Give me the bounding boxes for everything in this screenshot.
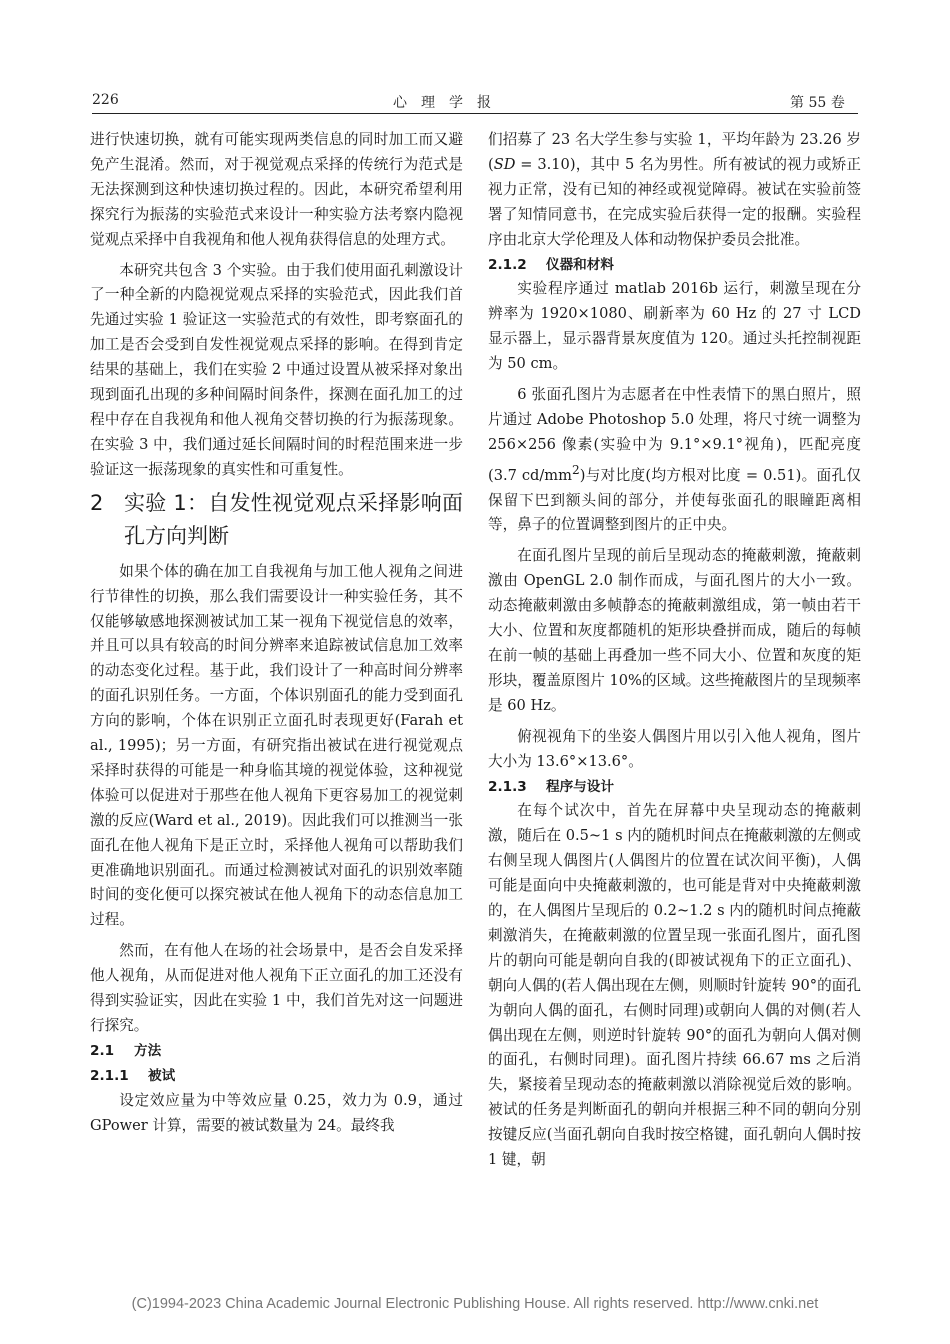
subsubsection-number: 2.1.2 bbox=[488, 256, 527, 273]
subsubsection-title: 仪器和材料 bbox=[546, 256, 614, 273]
paragraph: 在面孔图片呈现的前后呈现动态的掩蔽刺激，掩蔽刺激由 OpenGL 2.0 制作而成，与面孔图片的大小一致。动态掩蔽刺激由多帧静态的掩蔽刺激组成，第一帧由若干大小、位置和灰度都随机的矩形块叠拼而成，随后的每帧在前一帧的基础上再叠加一些不同大小、位置和灰度的矩形块，覆盖原图片 10%的区域。这些掩蔽图片的呈现频率是 60 Hz。 bbox=[488, 547, 861, 714]
subsection-number: 2.1 bbox=[90, 1042, 115, 1059]
subsection-heading bbox=[90, 1039, 463, 1064]
section-number: 2 bbox=[90, 490, 104, 515]
copyright-footer: (C)1994-2023 China Academic Journal Electronic Publishing House. All rights reserved. http://www.cnki.net bbox=[131, 1296, 819, 1312]
header-rule bbox=[92, 113, 858, 114]
journal-title: 心 理 学 报 bbox=[393, 95, 491, 111]
paragraph: 6 张面孔图片为志愿者在中性表情下的黑白照片，照片通过 Adobe Photoshop 5.0 处理，将尺寸统一调整为 256×256 像素(实验中为 9.1°×9.1°视角)，匹配亮度(3.7 $cd/mm^2$)与对比度(均方根对比度 = 0.51)。面孔仅保留下巴到额头间的部分，并使每张面孔的眼瞳距离相等，鼻子的位置调整到图片的正中央。 bbox=[488, 386, 861, 534]
page-number: 226 bbox=[92, 92, 119, 108]
subsubsection-heading bbox=[488, 253, 861, 278]
paragraph: 俯视视角下的坐姿人偶图片用以引入他人视角，图片大小为 13.6°×13.6°。 bbox=[488, 727, 861, 770]
volume-label: 第 55 卷 bbox=[790, 95, 845, 111]
left-column bbox=[90, 128, 463, 1139]
subsubsection-number: 2.1.1 bbox=[90, 1067, 129, 1084]
paragraph: 们招募了 23 名大学生参与实验 1，平均年龄为 23.26 岁(SD = 3.10)，其中 5 名为男性。所有被试的视力或矫正视力正常，没有已知的神经或视觉障碍。被试在实验前签署了知情同意书，在完成实验后获得一定的报酬。实验程序由北京大学伦理及人体和动物保护委员会批准。 bbox=[488, 131, 861, 248]
right-column bbox=[488, 128, 861, 1173]
paragraph: 本研究共包含 3 个实验。由于我们使用面孔刺激设计了一种全新的内隐视觉观点采择的实验范式，因此我们首先通过实验 1 验证这一实验范式的有效性，即考察面孔的加工是否会受到自发性视觉观点采择的影响。在得到肯定结果的基础上，我们在实验 2 中通过设置从被采择对象出现到面孔出现的多种间隔时间条件，探测在面孔加工的过程中存在自我视角和他人视角交替切换的行为振荡现象。在实验 3 中，我们通过延长间隔时间的时程范围来进一步验证这一振荡现象的真实性和可重复性。 bbox=[90, 261, 463, 478]
paragraph: 如果个体的确在加工自我视角与加工他人视角之间进行节律性的切换，那么我们需要设计一种实验任务，其不仅能够敏感地探测被试加工某一视角下视觉信息的效率，并且可以具有较高的时间分辨率来追踪被试信息加工效率的动态变化过程。基于此，我们设计了一种高时间分辨率的面孔识别任务。一方面，个体识别面孔的能力受到面孔方向的影响，个体在识别正立面孔时表现更好(Farah et al., 1995)；另一方面，有研究指出被试在进行视觉观点采择时获得的可能是一种身临其境的视觉体验，这种视觉体验可以促进对于那些在他人视角下更容易加工的视觉刺激的反应(Ward et al., 2019)。因此我们可以推测当一张面孔在他人视角下是正立时，采择他人视角可以帮助我们更准确地识别面孔。而通过检测被试对面孔的识别效率随时间的变化便可以探究被试在他人视角下的动态信息加工过程。 bbox=[90, 562, 463, 929]
paragraph: 在每个试次中，首先在屏幕中央呈现动态的掩蔽刺激，随后在 0.5~1 s 内的随机时间点在掩蔽刺激的左侧或右侧呈现人偶图片(人偶图片的位置在试次间平衡)，人偶可能是面向中央掩蔽刺激的，也可能是背对中央掩蔽刺激的，在人偶图片呈现后的 0.2~1.2 s 内的随机时间点掩蔽刺激消失，在掩蔽刺激的位置呈现一张面孔图片，面孔图片的朝向可能是朝向自我的(即被试视角下的正立面孔)、朝向人偶的(若人偶出现在左侧，则顺时针旋转 90°的面孔为朝向人偶的面孔，右侧时同理)或朝向人偶的对侧(若人偶出现在左侧，则逆时针旋转 90°的面孔为朝向人偶对侧的面孔，右侧时同理)。面孔图片持续 66.67 ms 之后消失，紧接着呈现动态的掩蔽刺激以消除视觉后效的影响。被试的任务是判断面孔的朝向并根据三种不同的朝向分别按键反应(当面孔朝向自我时按空格键，面孔朝向人偶时按 1 键，朝 bbox=[488, 802, 861, 1169]
subsubsection-number: 2.1.3 bbox=[488, 778, 527, 795]
subsubsection-heading bbox=[488, 775, 861, 800]
paragraph: 设定效应量为中等效应量 0.25，效力为 0.9，通过 GPower 计算，需要的被试数量为 24。最终我 bbox=[90, 1091, 463, 1134]
subsection-title: 方法 bbox=[134, 1042, 162, 1059]
paragraph: 然而，在有他人在场的社会场景中，是否会自发采择他人视角，从而促进对他人视角下正立面孔的加工还没有得到实验证实，因此在实验 1 中，我们首先对这一问题进行探究。 bbox=[90, 942, 463, 1034]
subsubsection-heading bbox=[90, 1064, 463, 1089]
subsubsection-title: 程序与设计 bbox=[546, 778, 614, 795]
section-heading bbox=[90, 487, 463, 553]
section-title: 实验 1：自发性视觉观点采择影响面孔方向判断 bbox=[124, 490, 463, 548]
paragraph: 实验程序通过 matlab 2016b 运行，刺激呈现在分辨率为 1920×1080、刷新率为 60 Hz 的 27 寸 LCD 显示器上，显示器背景灰度值为 120。通过头托控制视距为 50 cm。 bbox=[488, 280, 861, 373]
paragraph: 进行快速切换，就有可能实现两类信息的同时加工而又避免产生混淆。然而，对于视觉观点采择的传统行为范式是无法探测到这种快速切换过程的。因此，本研究希望利用探究行为振荡的实验范式来设计一种实验方法考察内隐视觉观点采择中自我视角和他人视角获得信息的处理方式。 bbox=[90, 131, 463, 248]
subsubsection-title: 被试 bbox=[148, 1067, 176, 1084]
